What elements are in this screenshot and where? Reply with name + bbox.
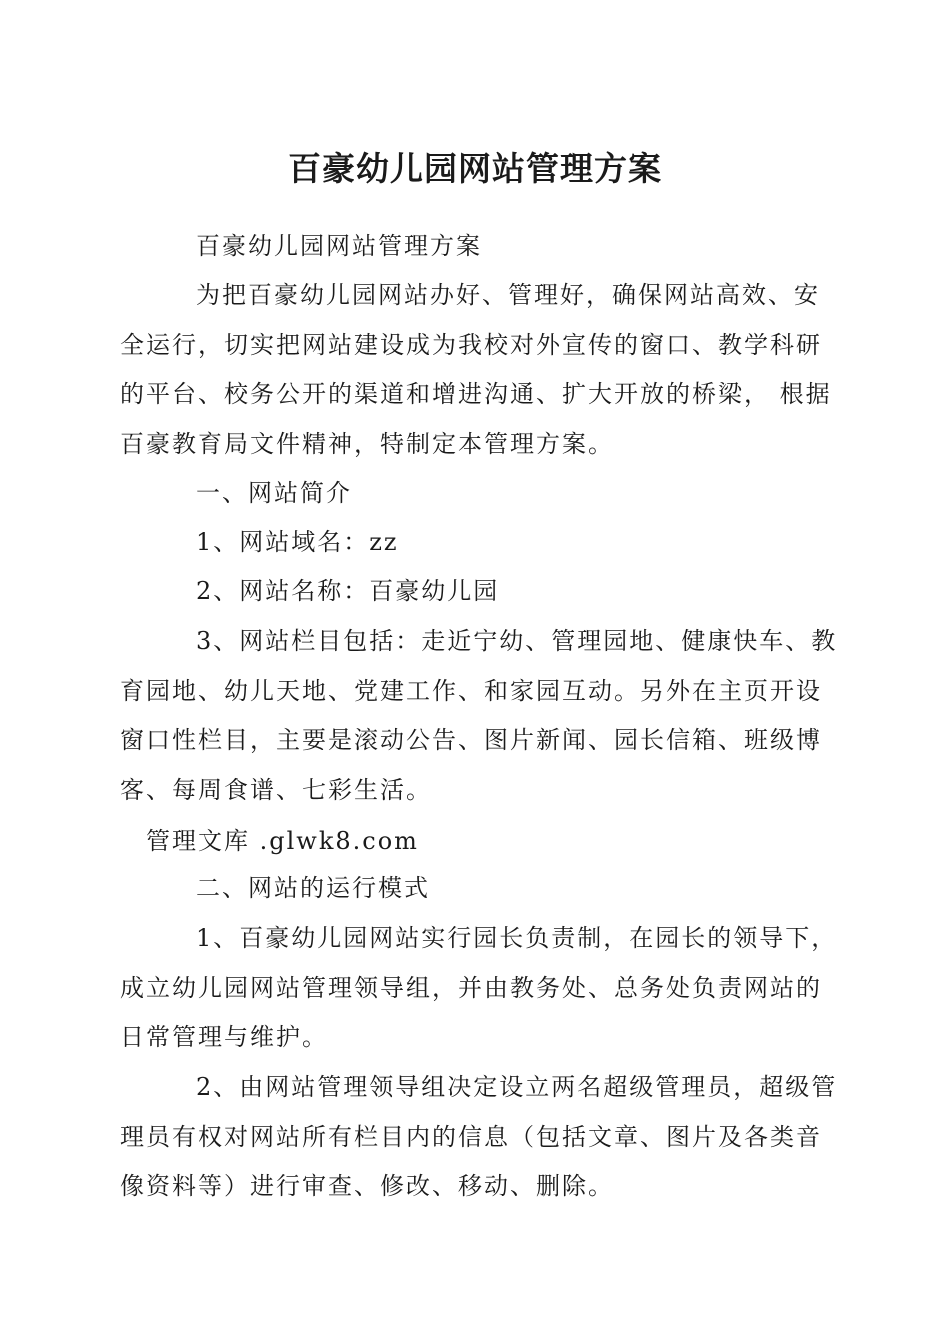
item-domain: 1、网站域名：zz <box>196 528 399 556</box>
mode-paragraph-2: 2、由网站管理领导组决定设立两名超级管理员，超级管理员有权对网站所有栏目内的信息（包括文章、图片及各类音像资料等）进行审查、修改、移动、删除。 <box>120 1073 838 1200</box>
section1-heading: 一、网站简介 <box>196 479 352 507</box>
item-columns: 3、网站栏目包括：走近宁幼、管理园地、健康快车、教育园地、幼儿天地、党建工作、和家园互动。另外在主页开设窗口性栏目，主要是滚动公告、图片新闻、园长信箱、班级博客、每周食谱、七彩生活。 <box>120 627 838 804</box>
section2-heading: 二、网站的运行模式 <box>196 874 430 902</box>
intro-paragraph: 为把百豪幼儿园网站办好、管理好，确保网站高效、安全运行，切实把网站建设成为我校对外宣传的窗口、教学科研的平台、校务公开的渠道和增进沟通、扩大开放的桥梁， 根据百豪教育局文件精神，特制定本管理方案。 <box>120 281 832 458</box>
subtitle-paragraph: 百豪幼儿园网站管理方案 <box>196 232 482 260</box>
item-site-name: 2、网站名称：百豪幼儿园 <box>196 577 500 605</box>
watermark-line: 管理文库 .glwk8.com <box>146 827 419 855</box>
mode-paragraph-1: 1、百豪幼儿园网站实行园长负责制，在园长的领导下，成立幼儿园网站管理领导组，并由教务处、总务处负责网站的日常管理与维护。 <box>120 924 838 1051</box>
document-title: 百豪幼儿园网站管理方案 <box>288 149 662 188</box>
